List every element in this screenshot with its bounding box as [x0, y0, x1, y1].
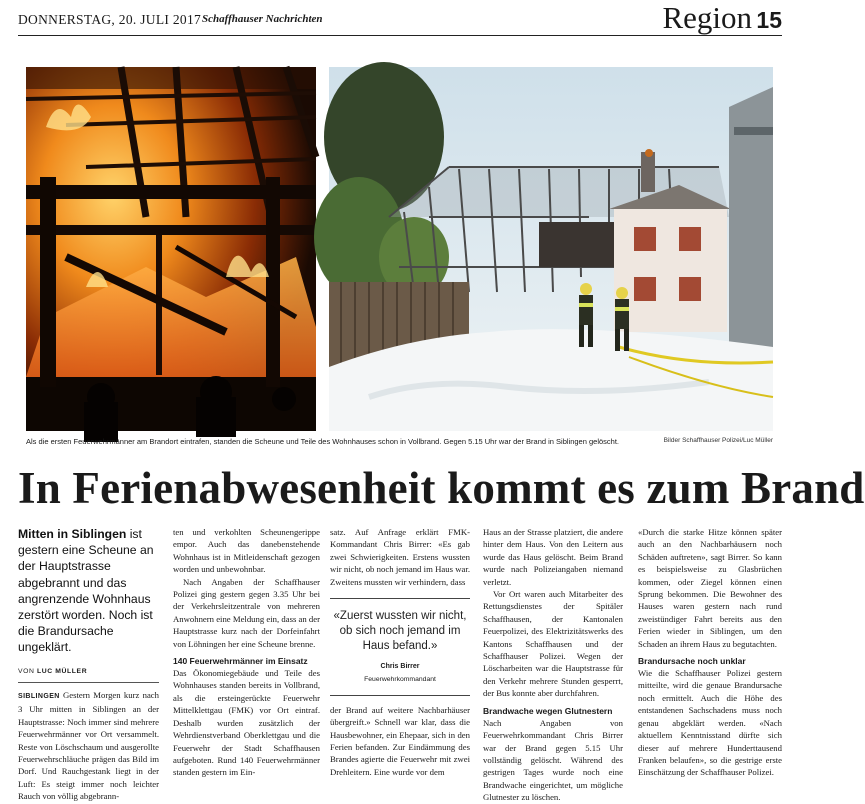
- page-number: 15: [756, 7, 782, 33]
- lead-text: ist gestern eine Scheune an der Hauptstrasse abgebrannt und das angrenzende Wohnhaus zerstört worden. Noch ist die Brandursache ungeklärt.: [18, 527, 154, 655]
- newspaper-name: Schaffhauser Nachrichten: [202, 13, 323, 25]
- photo-credit: Bilder Schaffhauser Polizei/Luc Müller: [663, 437, 773, 444]
- dateline: SIBLINGEN: [18, 693, 60, 701]
- photo-caption: Als die ersten Feuerwehrmänner am Brandort eintrafen, standen die Scheune und Teile des Wohnhauses schon in Vollbrand. Gegen 5.15 Uhr war der Brand in Siblingen gelöscht.: [26, 437, 620, 446]
- paragraph: Haus an der Strasse platziert, die andere hinter dem Haus. Von den Leitern aus wurde das Haus gelöscht. Beim Brand wurde nach Polizeiangaben niemand verletzt.: [483, 527, 623, 587]
- pull-quote: [330, 598, 470, 696]
- subheading: Brandursache noch unklar: [638, 656, 746, 667]
- byline-prefix: VON: [18, 667, 38, 675]
- subheading: 140 Feuerwehrmänner im Einsatz: [173, 656, 308, 667]
- paragraph: Das Ökonomiegebäude und Teile des Wohnhauses standen bereits in Vollbrand, als die ersteingerückte Feuerwehr Mittelklettgau (FMK) vor Ort eintraf. Deshalb wurden zusätzlich der Wehrdienstverband Oberklettgau und die Feuerwehr der Stadt Schaffhausen aufgeboten. Rund 140 Feuerwehrmänner standen gestern im Ein-: [173, 668, 320, 778]
- article-column-1: [18, 526, 159, 803]
- paragraph: Nach Angaben von Feuerwehrkommandant Chris Birrer war der Brand gegen 5.15 Uhr vollständig gelöscht. Während des gestrigen Tages wurde noch eine Brandwache eingerichtet, um mögliche Glutnester zu löschen.: [483, 717, 623, 803]
- byline-author: LUC MÜLLER: [37, 667, 88, 675]
- section-title: Region: [662, 0, 752, 35]
- paragraph: Vor Ort waren auch Mitarbeiter des Rettungsdienstes der Spitäler Schaffhausen, der Kantonalen Feuerpolizei, des Elektrizitätswerks des Kantons Schaffhausen und der Schaffhauser Polizei. Wegen der Löscharbeiten war die Hauptstrasse für den Verkehr mehrere Stunden gesperrt, der Bus konnte aber durchfahren.: [483, 589, 623, 699]
- article-headline: In Ferienabwesenheit kommt es zum Brand: [18, 463, 865, 513]
- page-header: [18, 0, 782, 36]
- paragraph: Wie die Schaffhauser Polizei gestern mitteilte, wird die genaue Brandursache noch ermittelt. Auch die Höhe des entstandenen Sachschadens muss noch genau abgeklärt werden. «Nach aktuellem Kenntnisstand dürfte sich dieser auf mehrere Hunderttausend Franken belaufen», so die gestrige erste Einschätzung der Schaffhauser Polizei.: [638, 668, 782, 778]
- paragraph: Nach Angaben der Schaffhauser Polizei ging gestern gegen 3.35 Uhr bei der Verkehrsleitzentrale von mehreren Anwohnern eine Meldung ein, dass an der Hauptstrasse kurz nach der Dorfeinfahrt von Löhningen her eine Scheune brenne.: [173, 576, 320, 649]
- paragraph-text: Gestern Morgen kurz nach 3 Uhr mitten in Siblingen an der Hauptstrasse: Noch immer sind mehrere Feuerwehrmänner vor Ort versammelt. Reste von Löschschaum und ausgerollte Feuerwehrschläuche prägen das Bild im Dorf. Und Rauchgestank liegt in der Luft: Es steigt immer noch leichter Rauch von völlig abgebrann-: [18, 690, 159, 802]
- article-column-4: [483, 526, 623, 804]
- paragraph: der Brand auf weitere Nachbarhäuser übergreift.» Schnell war klar, dass die Hausbewohner, ein Ehepaar, sich in den Ferien befanden. Zur Eindämmung des Brandes agierte die Feuerwehr mit zwei Drehleitern. Eine wurde vor dem: [330, 704, 470, 777]
- paragraph: ten und verkohlten Scheunengerippe empor. Auch das danebenstehende Wohnhaus ist in Mitleidenschaft gezogen worden und unbewohnbar.: [173, 527, 320, 575]
- pull-quote-text: «Zuerst wussten wir nicht, ob sich noch jemand im Haus befand.»: [333, 610, 467, 653]
- fire-photo: [26, 67, 316, 431]
- lead-bold: Mitten in Siblingen: [18, 527, 127, 541]
- issue-date: DONNERSTAG, 20. JULI 2017: [18, 12, 202, 27]
- ruins-photo: [329, 67, 773, 431]
- article-column-3: [330, 526, 470, 778]
- paragraph: satz. Auf Anfrage erklärt FMK-Kommandant Chris Birrer: «Es gab zwei Schwierigkeiten. Erstens wussten wir nicht, ob noch jemand im Haus war. Zweitens mussten wir verhindern, dass: [330, 527, 470, 587]
- article-column-2: [173, 526, 320, 779]
- article-lead: [18, 526, 159, 656]
- paragraph: «Durch die starke Hitze können später auch an den Nachbarhäusern noch Schäden auftreten», sagt Birrer. So kann es beispielsweise zu Glasbrüchen kommen, oder Ziegel können einen Sprung bekommen. Die Bewohner des Hauses waren gestern nach rund zweistündiger Fahrt bereits aus den Ferien wieder in Siblingen, um den Schaden an ihrem Haus zu begutachten.: [638, 527, 782, 649]
- paragraph: [18, 689, 159, 803]
- pull-quote-role: Feuerwehrkommandant: [364, 676, 436, 684]
- subheading: Brandwache wegen Glutnestern: [483, 705, 613, 716]
- byline: [18, 666, 159, 683]
- pull-quote-name: Chris Birrer: [380, 663, 420, 671]
- article-column-5: [638, 526, 782, 779]
